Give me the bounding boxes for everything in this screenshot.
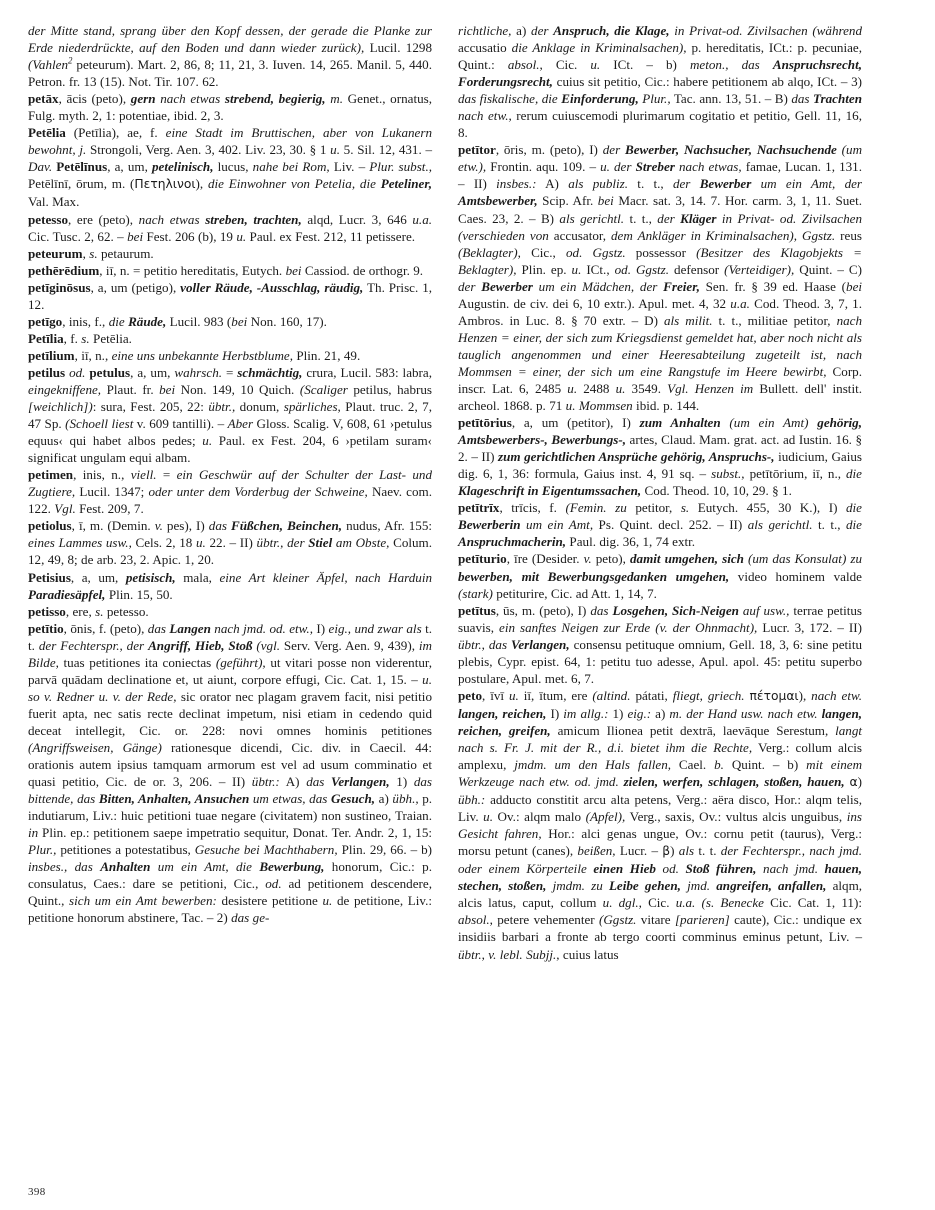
dictionary-entry: peto, īvī u. iī, ītum, ere (altind. pátati, fliegt, griech. πέτομαι), nach etw. langen, reichen, I) im allg.: 1) eig.: a) m. der Hand usw. nach etw. langen, reichen, greifen, amicum Ilionea petit dextrā, laevāque Serestum, langt nach s. Fr. J. mit der R., d.i. bietet ihm die Rechte, Verg.: collum alcis amplexu, jmdm. um den Hals fallen, Cael. b. Quint. – b) mit einem Werkzeuge nach etw. od. jmd. zielen, werfen, schlagen, stoßen, hauen, α) übh.: adducto constitit arcu alta petens, Verg.: aëra disco, Hor.: alqm telis, Liv. u. Ov.: alqm malo (Apfel), Verg., saxis, Ov.: vultus alcis unguibus, ins Gesicht fahren, Hor.: alci genas ungue, Ov.: cornu petit (taurus), Verg.: morsu petunt (canes), beißen, Lucr. – β) als t. t. der Fechterspr., nach jmd. oder einem Körperteile einen Hieb od. Stoß führen, nach jmd. hauen, stechen, stoßen, jmdm. zu Leibe gehen, jmd. angreifen, anfallen, alqm, alcis latus, caput, collum u. dgl., Cic. u.a. (s. Benecke Cic. Cat. 1, 11): absol., petere vehementer (Ggstz. vitare [parieren] caute), Cic.: undique ex insidiis barbari a fronte ab tergo coorti comminus eminus petunt, Liv. – übtr., v. lebl. Subjj., cuius latus xyxy=(458,687,863,962)
dictionary-entry: petītus, ūs, m. (peto), I) das Losgehen, Sich-Neigen auf usw., terrae petitus suavis, ein sanftes Neigen zur Erde (v. der Ohnmacht), Lucr. 3, 172. – II) übtr., das Verlangen, consensu petituque omnium, Gell. 18, 3, 6: sine petitu plebis, Cypr. epist. 64, 1: petitu tuo adesse, Apul. apol. 45: petitu superbo postulare, Apul. met. 6, 7. xyxy=(458,602,863,686)
dictionary-entry: petītio, ōnis, f. (peto), das Langen nach jmd. od. etw., I) eig., und zwar als t. t. der Fechterspr., der Angriff, Hieb, Stoß (vgl. Serv. Verg. Aen. 9, 439), im Bilde, tuas petitiones ita coniectas (geführt), ut vitari posse non viderentur, parvā quādam declinatione et, ut aiunt, corpore effugi, Cic. Cat. 1, 15. – u. so v. Redner u. v. der Rede, sic orator nec plagam gravem facit, nisi petitio fuerit apta, nec satis recte declinat impetum, nisi etiam in cedendo quid deceat intellegit, Cic. or. 228: novi omnes hominis petitiones (Angriffsweisen, Gänge) rationesque dicendi, Cic. div. in Caecil. 44: orationis autem ipsius tamquam armorum est vel ad usum comminatio et quasi petitio, Cic. de or. 3, 206. – II) übtr.: A) das Verlangen, 1) das bittende, das Bitten, Anhalten, Ansuchen um etwas, das Gesuch, a) übh., p. indutiarum, Liv.: huic petitioni tuae negare (civitatem) non sustineo, Traian. in Plin. ep.: petitionem saepe impetratio sequitur, Donat. Ter. Andr. 2, 1, 15: Plur., petitiones a potestatibus, Gesuche bei Machthabern, Plin. 29, 66. – b) insbes., das Anhalten um ein Amt, die Bewerbung, honorum, Cic.: p. consulatus, Caes.: dare se petitioni, Cic., od. ad petitionem descendere, Quint., sich um ein Amt bewerben: desistere petitione u. de petitione, Liv.: petitione honorum abstinere, Tac. – 2) das ge- xyxy=(28,620,433,926)
dictionary-entry: peteurum, s. petaurum. xyxy=(28,245,154,261)
page-folio-number: 398 xyxy=(28,1186,46,1198)
dictionary-entry: petesso, ere (peto), nach etwas streben, trachten, alqd, Lucr. 3, 646 u.a. Cic. Tusc. 2, 62. – bei Fest. 206 (b), 19 u. Paul. ex Fest. 212, 11 petissere. xyxy=(28,211,433,244)
dictionary-entry: petītōrius, a, um (petitor), I) zum Anhalten (um ein Amt) gehörig, Amtsbewerbers-, Bewerbungs-, artes, Claud. Mam. grat. act. ad Iustin. 16. § 2. – II) zum gerichtlichen Ansprüche gehörig, Anspruchs-, iudicium, Gaius dig. 6, 1, 36: formula, Gaius inst. 4, 91 sq. – subst., petītōrium, iī, n., die Klageschrift in Eigentumssachen, Cod. Theod. 10, 10, 29. § 1. xyxy=(458,415,863,499)
dictionary-entry: petilus od. petulus, a, um, wahrsch. = schmächtig, crura, Lucil. 583: labra, eingekniffene, Plaut. fr. bei Non. 149, 10 Quich. (Scaliger petilus, habrus [weichlich]): sura, Fest. 205, 22: übtr., donum, spärliches, Plaut. truc. 2, 7, 47 Sp. (Schoell liest v. 609 tantilli). – Aber Gloss. Scalig. V, 608, 61 ›petulus equus‹ qui habet albos pedes; u. Paul. ex Fest. 204, 6 ›petilam suram‹ significat ungulam equi albam. xyxy=(28,364,433,466)
dictionary-entry: petīgo, inis, f., die Räude, Lucil. 983 (bei Non. 160, 17). xyxy=(28,313,327,329)
dictionary-entry: petīlium, iī, n., eine uns unbekannte Herbstblume, Plin. 21, 49. xyxy=(28,347,361,363)
dictionary-entry: Petisius, a, um, petisisch, mala, eine Art kleiner Äpfel, nach Harduin Paradiesäpfel, Plin. 15, 50. xyxy=(28,569,433,602)
two-column-layout xyxy=(28,22,907,1162)
right-text-column xyxy=(458,22,862,963)
dictionary-entry: Petēlia (Petīlia), ae, f. eine Stadt im Bruttischen, aber von Lukanern bewohnt, j. Strongoli, Verg. Aen. 3, 402. Liv. 23, 30. § 1 u. 5. Sil. 12, 431. – Dav. Petēlīnus, a, um, petelinisch, lucus, nahe bei Rom, Liv. – Plur. subst., Petēlīnī, ōrum, m. (Πετηλινοι), die Einwohner von Petelia, die Peteliner, Val. Max. xyxy=(28,125,432,210)
left-text-column xyxy=(28,22,432,926)
dictionary-entry: pethērēdium, iī, n. = petitio hereditatis, Eutych. bei Cassiod. de orthogr. 9. xyxy=(28,262,424,278)
entry-continuation: der Mitte stand, sprang über den Kopf dessen, der gerade die Planke zur Erde niederdrückte, auf den Boden und dann wieder zurück), Lucil. 1298 (Vahlen$^2$ peteurum). Mart. 2, 86, 8; 11, 21, 3. Iuven. 14, 265. Manil. 5, 440. Petron. fr. 13 (15). Not. Tir. 107. 62. xyxy=(28,23,432,90)
dictionary-entry: petīturio, īre (Desider. v. peto), damit umgehen, sich (um das Konsulat) zu bewerben, mit Bewerbungsgedanken umgehen, video hominem valde (stark) petiturire, Cic. ad Att. 1, 14, 7. xyxy=(458,551,862,601)
dictionary-entry: Petīlia, f. s. Petēlia. xyxy=(28,330,132,346)
dictionary-entry: petisso, ere, s. petesso. xyxy=(28,603,149,619)
dictionary-entry: petītor, ōris, m. (peto), I) der Bewerber, Nachsucher, Nachsuchende (um etw.), Frontin. aqu. 109. – u. der Streber nach etwas, famae, Lucan. 1, 131. – II) insbes.: A) als publiz. t. t., der Bewerber um ein Amt, der Amtsbewerber, Scip. Afr. bei Macr. sat. 3, 14. 7. Hor. carm. 3, 1, 11. Suet. Caes. 23, 2. – B) als gerichtl. t. t., der Kläger in Privat- od. Zivilsachen (verschieden von accusator, dem Ankläger in Kriminalsachen), Ggstz. reus (Beklagter), Cic., od. Ggstz. possessor (Besitzer des Klagobjekts = Beklagter), Plin. ep. u. ICt., od. Ggstz. defensor (Verteidiger), Quint. – C) der Bewerber um ein Mädchen, der Freier, Sen. fr. § 39 ed. Haase (bei Augustin. de civ. dei 6, 10 extr.). Apul. met. 4, 32 u.a. Cod. Theod. 3, 7, 1. Ambros. in Luc. 8. § 70 extr. – D) als milit. t. t., militiae petitor, nach Henzen = einer, der sich zum Kriegsdienst gemeldet hat, aber noch nicht als tauglich angenommen und einer Heeresabteilung zugeteilt ist, nach Mommsen = einer, der sich um eine Rangstufe im Heere bewirbt, Corp. inscr. Lat. 6, 2485 u. 2488 u. 3549. Vgl. Henzen im Bullett. dell' instit. archeol. 1868. p. 71 u. Mommsen ibid. p. 144. xyxy=(458,142,863,414)
dictionary-entry: petāx, ācis (peto), gern nach etwas strebend, begierig, m. Genet., ornatus, Fulg. myth. 2, 1: potentiae, ibid. 2, 3. xyxy=(28,91,432,124)
dictionary-entry: petīginōsus, a, um (petigo), voller Räude, -Ausschlag, räudig, Th. Prisc. 1, 12. xyxy=(28,279,433,312)
dictionary-entry: petimen, inis, n., viell. = ein Geschwür auf der Schulter der Last- und Zugtiere, Lucil. 1347; oder unter dem Vorderbug der Schweine, Naev. com. 122. Vgl. Fest. 209, 7. xyxy=(28,467,432,517)
entry-continuation: richtliche, a) der Anspruch, die Klage, in Privat-od. Zivilsachen (während accusatio die Anklage in Kriminalsachen), p. hereditatis, ICt.: p. pecuniae, Quint.: absol., Cic. u. ICt. – b) meton., das Anspruchsrecht, Forderungsrecht, cuius sit petitio, Cic.: habere petitionem ab alqo, ICt. – 3) das fiskalische, die Einforderung, Plur., Tac. ann. 13, 51. – B) das Trachten nach etw., rerum cuiuscemodi plurimarum cogitatio et petitio, Gell. 11, 16, 8. xyxy=(458,23,863,141)
dictionary-entry: petiolus, ī, m. (Demin. v. pes), I) das Füßchen, Beinchen, nudus, Afr. 155: eines Lammes usw., Cels. 2, 18 u. 22. – II) übtr., der Stiel am Obste, Colum. 12, 49, 8; de arb. 23, 2. Apic. 1, 20. xyxy=(28,518,433,568)
dictionary-entry: petītrīx, trīcis, f. (Femin. zu petitor, s. Eutych. 455, 30 K.), I) die Bewerberin um ein Amt, Ps. Quint. decl. 252. – II) als gerichtl. t. t., die Anspruchmacherin, Paul. dig. 36, 1, 74 extr. xyxy=(458,500,862,550)
